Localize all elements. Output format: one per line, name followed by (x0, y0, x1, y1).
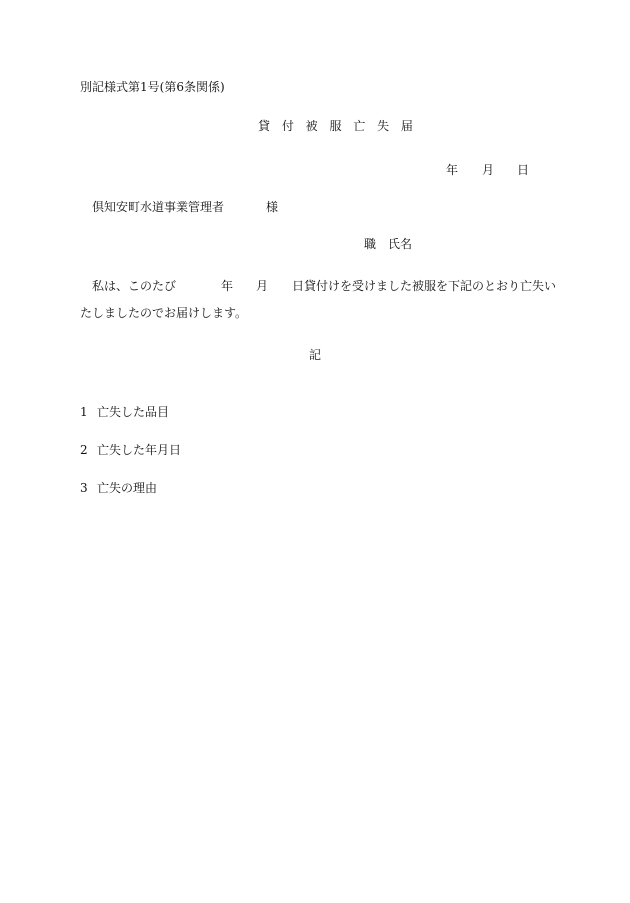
sender-title-name-label: 職 氏名 (364, 237, 413, 251)
item-number: 2 (80, 443, 88, 457)
item-label: 亡失した品目 (97, 405, 170, 419)
body-line1-rest: 日貸付けを受けました被服を下記のとおり亡失い (292, 279, 557, 293)
body-line2: たしましたのでお届けします。 (80, 306, 248, 320)
body-line1-month: 月 (256, 279, 269, 293)
addressee-honorific: 様 (266, 200, 279, 214)
item-label: 亡失した年月日 (97, 443, 182, 457)
body-line1-lead: 私は、このたび (92, 279, 177, 293)
item-number: 1 (80, 405, 88, 419)
form-label: 別記様式第1号(第6条関係) (80, 80, 225, 94)
addressee-name: 倶知安町水道事業管理者 (92, 200, 225, 214)
item-number: 3 (80, 481, 88, 495)
date-day-label: 日 (517, 163, 530, 177)
date-line (0, 162, 630, 226)
ki-heading: 記 (309, 348, 322, 362)
body-line1-year: 年 (221, 279, 234, 293)
date-year-label: 年 (446, 163, 459, 177)
document-title: 貸 付 被 服 亡 失 届 (258, 119, 417, 133)
item-label: 亡失の理由 (97, 481, 158, 495)
date-month-label: 月 (482, 163, 495, 177)
